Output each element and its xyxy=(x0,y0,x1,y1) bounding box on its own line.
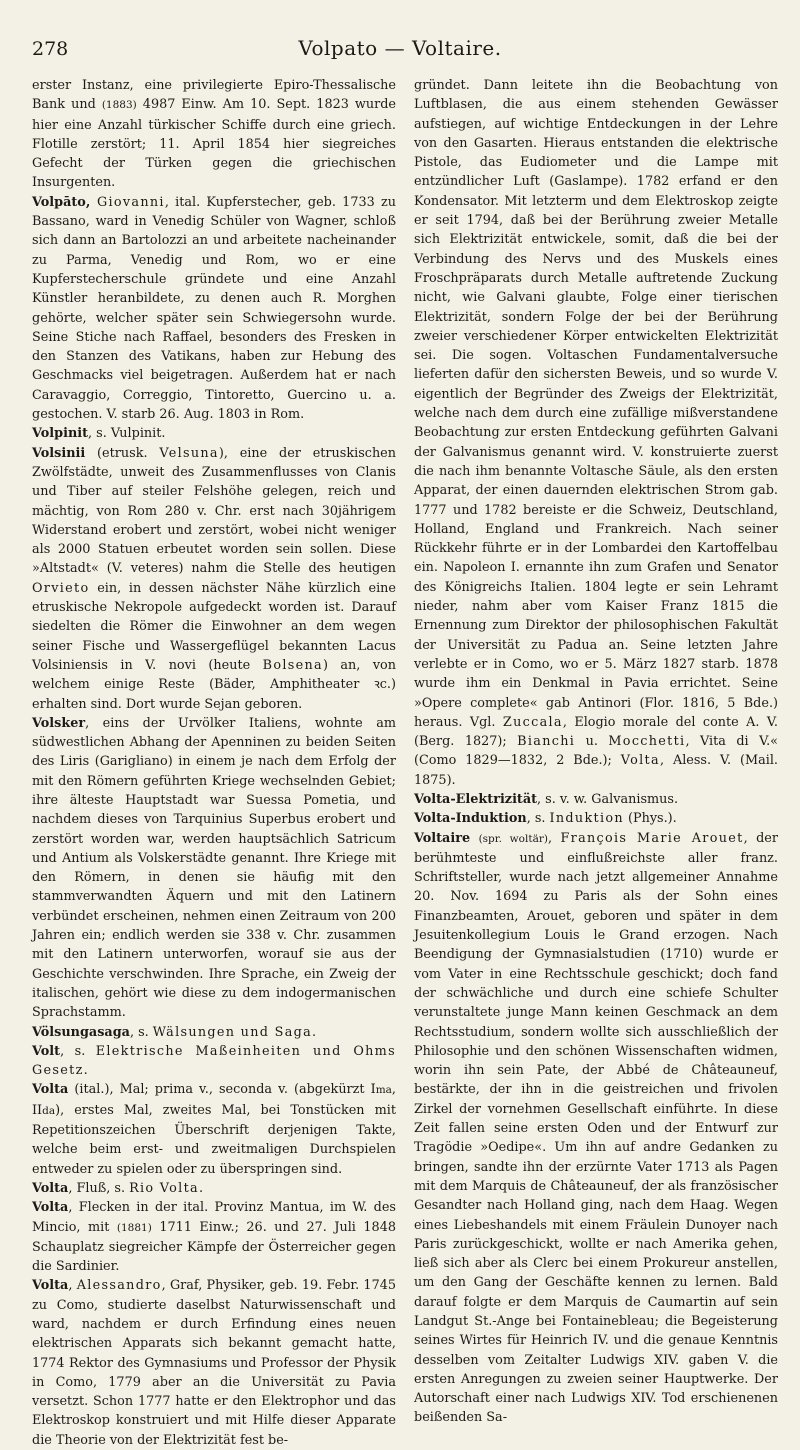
entry-text: . xyxy=(198,1180,204,1196)
entry-text: (1881) xyxy=(116,1221,152,1234)
entry-text: , s. xyxy=(60,1043,96,1059)
entry-text: (spr. woltär) xyxy=(478,832,548,845)
entry-text: u. xyxy=(575,734,609,750)
entry-headword: Volpāto, xyxy=(32,194,97,210)
entry-text: ), eine der etruskischen Zwölfstädte, unweit des Zusammenflusses von Clanis und Tiber auf steiler Felshöhe gelegen, reich und mächtig, von Rom 280 v. Chr. erst nach 30jährigem Widerstand erobert und zerstört, wobei nicht weniger als 2000 Statuen erbeutet worden sein sollen. Diese »Altstadt« (V. veteres) nahm die Stelle des heutigen xyxy=(32,445,396,577)
dictionary-entry xyxy=(32,76,396,193)
entry-text: ), erstes Mal, zweites Mal, bei Tonstücken mit Repetitionszeichen Überschrift derjenigen Takte, welche beim erst- und zweitmaligen Durchspielen entweder zu spielen oder zu überspringen sind. xyxy=(32,1102,396,1177)
dictionary-entry xyxy=(32,1042,396,1081)
entry-text: , s. xyxy=(129,1024,153,1040)
left-column xyxy=(32,76,397,1448)
entry-text: Mocchetti xyxy=(608,734,686,750)
entry-text: . xyxy=(83,1063,88,1079)
entry-text: Zuccala xyxy=(502,714,563,730)
entry-headword: Voltaire xyxy=(414,830,471,846)
dictionary-entry xyxy=(32,1080,396,1178)
page-header xyxy=(32,36,768,66)
entry-text: , II xyxy=(32,1082,396,1118)
entry-text: Alessandro xyxy=(76,1278,162,1294)
entry-text: gründet. Dann leitete ihn die Beobachtung von Luftblasen, die aus einem stehenden Gewässer aufstiegen, auf wichtige Entdeckungen in der Lehre von den Gasarten. Hieraus entstanden die elektrische Pistole, das Eudiometer und die Lampe mit entzündlicher Luft (Gaslampe). 1782 erfand er den Kondensator. Mit letzterm und dem Elektroskop zeigte er seit 1794, daß bei der Berührung zweier Metalle sich Elektrizität entwickele, somit, daß die bei der Verbindung des Nervs und des Muskels eines Froschpräparats durch Metalle auftretende Zuckung nicht, wie Galvani glaubte, Folge einer tierischen Elektrizität, sondern Folge der bei der Berührung zweier verschiedener Körper entwickelten Elektrizität sei. Die sogen. Voltaschen Fundamentalversuche lieferten dafür den sichersten Beweis, und so wurde V. eigentlich der Begründer des Zweigs der Elektrizität, welche nach dem durch eine zufällige mißverstandene Beobachtung zur ersten Entdeckung geführten Galvani der Galvanismus genannt wird. V. konstruierte zuerst die nach ihm benannte Voltasche Säule, als den ersten Apparat, der einen dauernden elektrischen Strom gab. 1777 und 1782 bereiste er die Schweiz, Deutschland, Holland, England und Frankreich. Nach seiner Rückkehr führte er in der Lombardei den Kartoffelbau ein. Napoleon I. ernannte ihn zum Grafen und Senator des Königreichs Italien. 1804 legte er sein Lehramt nieder, nahm aber vom Kaiser Franz 1815 die Ernennung zum Direktor der philosophischen Fakultät der Universität zu Padua an. Seine letzten Jahre verlebte er in Como, wo er 5. März 1827 starb. 1878 wurde ihm ein Denkmal in Pavia errichtet. Seine »Opere complete« gab Antinori (Flor. 1816, 5 Bde.) heraus. Vgl. xyxy=(414,78,778,730)
entry-text: ) an, von welchem einige Reste (Bäder, Amphitheater ꝛc.) erhalten sind. Dort wurde Sejan geboren. xyxy=(32,657,396,712)
entry-text: (Phys.). xyxy=(623,811,677,827)
entry-text: , s. Vulpinit. xyxy=(88,426,166,442)
entry-headword: Volta xyxy=(32,1082,69,1098)
dictionary-entry xyxy=(414,829,778,1428)
entry-text: ma xyxy=(375,1084,392,1097)
entry-text: Bolsena xyxy=(262,657,323,673)
entry-text: 4987 Einw. Am 10. Sept. 1823 wurde hier eine Anzahl türkischer Schiffe durch eine griech. Flotille zerstört; 11. April 1854 hier siegreiches Gefecht der Türken gegen die griechischen Insurgenten. xyxy=(32,97,396,191)
entry-text: Rio Volta xyxy=(129,1180,199,1196)
entry-text: , xyxy=(547,830,561,846)
entry-text: François Marie Arouet xyxy=(560,830,744,846)
right-column xyxy=(414,76,779,1426)
dictionary-entry xyxy=(32,1023,396,1042)
entry-text: (etrusk. xyxy=(85,445,160,461)
entry-text: , Aless. V. (Mail. 1875). xyxy=(414,753,778,788)
entry-headword: Volsinii xyxy=(32,445,86,461)
entry-text: Velsuna xyxy=(159,445,219,461)
text-columns xyxy=(32,76,779,1448)
entry-headword: Volta xyxy=(32,1278,69,1294)
entry-text: Orvieto xyxy=(32,580,90,596)
dictionary-entry xyxy=(414,76,778,790)
entry-headword: Volta xyxy=(32,1200,69,1216)
dictionary-entry xyxy=(32,1198,396,1276)
dictionary-entry xyxy=(32,714,396,1023)
entry-headword: Volsker xyxy=(32,715,86,731)
entry-text: , Graf, Physiker, geb. 19. Febr. 1745 zu Como, studierte daselbst Naturwissenschaft und ward, nachdem er durch Erfindung eines neuen elektrischen Apparats sich bekannt gemacht hatte, 1774 Rektor des Gymnasiums und Professor der Physik in Como, 1779 aber an die Universität zu Pavia versetzt. Schon 1777 hatte er den Elektrophor und das Elektroskop konstruiert und mit Hilfe dieser Apparate die Theorie von der Elektrizität fest be- xyxy=(32,1278,397,1448)
entry-text: 1711 Einw.; 26. und 27. Juli 1848 Schauplatz siegreicher Kämpfe der Österreicher gegen die Sardinier. xyxy=(32,1219,396,1275)
entry-text: (ital.), Mal; prima v., seconda v. (abgekürzt I xyxy=(68,1082,376,1098)
dictionary-entry xyxy=(32,444,396,714)
entry-headword: Völsungasaga xyxy=(32,1024,130,1040)
entry-headword: Volpinit xyxy=(32,426,89,442)
entry-headword: Volta-Induktion xyxy=(414,811,527,827)
entry-text: Wälsungen und Saga xyxy=(152,1024,313,1040)
entry-text: Elektrische Maßeinheiten und Ohms Gesetz xyxy=(32,1043,396,1079)
entry-headword: Volt xyxy=(32,1043,61,1059)
dictionary-entry xyxy=(32,1276,396,1450)
entry-text: , Elogio morale del conte A. V. (Berg. 1827); xyxy=(414,714,779,750)
dictionary-entry xyxy=(32,424,396,443)
entry-text: (1883) xyxy=(101,99,137,112)
entry-text: ein, in dessen nächster Nähe kürzlich eine etruskische Nekropole aufgedeckt worden ist. Darauf siedelten die Römer die Einwohner an dem wegen seiner Fische und Wassergeflügel bekannten Lacus Volsiniensis in V. novi (heute xyxy=(32,580,396,673)
entry-text: , der berühmteste und einflußreichste aller franz. Schriftsteller, wurde nach jetzt allgemeiner Annahme 20. Nov. 1694 zu Paris als der Sohn eines Finanzbeamten, Arouet, geboren und später in dem Jesuitenkollegium Louis le Grand erzogen. Nach Beendigung der Gymnasialstudien (1710) wurde er vom Vater in eine Rechtsschule geschickt; doch fand der schwächliche und durch eine schiefe Schulter verunstaltete junge Mann keinen Geschmack an dem Rechtsstudium, sondern wollte sich ausschließlich der Philosophie und den schönen Wissenschaften widmen, worin ihn sein Pate, der Abbé de Châteauneuf, bestärkte, der ihn in die geistreichen und frivolen Zirkel der vornehmen Gesellschaft einführte. In diese Zeit fallen seine ersten Oden und der Entwurf zur Tragödie »Oedipe«. Um ihn auf andre Gedanken zu bringen, sandte ihn der erzürnte Vater 1713 als Pagen mit dem Marquis de Châteauneuf, der als französischer Gesandter nach Holland ging, nach dem Haag. Wegen eines Liebeshandels mit einem Fräulein Dunoyer nach Paris zurückgeschickt, wollte er nach Amerika gehen, ließ sich aber als Clerc bei einem Prokureur anstellen, um den Gang der Geschäfte kennen zu lernen. Bald darauf folgte er dem Marquis de Caumartin auf sein Landgut St.-Ange bei Fontainebleau; die Begeisterung seines Wirtes für Heinrich IV. und die genaue Kenntnis desselben vom Zeitalter Ludwigs XIV. gaben V. die ersten Anregungen zu zweien seiner Hauptwerke. Der Autorschaft einer nach Ludwigs XIV. Tod erschienenen beißenden Sa- xyxy=(414,830,778,1426)
entry-text: , Flecken in der ital. Provinz Mantua, im W. des Mincio, mit xyxy=(32,1200,396,1235)
entry-text: Induktion xyxy=(549,811,624,827)
entry-text: Bianchi xyxy=(517,734,576,750)
dictionary-entry xyxy=(32,1179,396,1198)
entry-text: , Fluß, s. xyxy=(68,1180,130,1196)
entry-headword: Volta-Elektrizität xyxy=(414,791,538,807)
entry-text: , ital. Kupferstecher, geb. 1733 zu Bassano, ward in Venedig Schüler von Wagner, schloß sich dann an Bartolozzi an und arbeitete nacheinander zu Parma, Venedig und Rom, wo er eine Kupferstecherschule gründete und eine Anzahl Künstler heranbildete, zu denen auch R. Morghen gehörte, welcher später sein Schwiegersohn wurde. Seine Stiche nach Raffael, besonders des Fresken in den Stanzen des Vatikans, haben zur Hebung des Geschmacks viel beigetragen. Außerdem hat er nach Caravaggio, Correggio, Tintoretto, Guercino u. a. gestochen. V. starb 26. Aug. 1803 in Rom. xyxy=(32,194,396,423)
entry-text: , s. xyxy=(526,811,550,827)
page-number: 278 xyxy=(32,38,69,60)
entry-text xyxy=(470,831,478,846)
dictionary-entry xyxy=(414,809,778,828)
dictionary-entry xyxy=(32,193,396,425)
entry-text: , Vita di V.« (Como 1829—1832, 2 Bde.); xyxy=(414,734,778,769)
entry-text: , eins der Urvölker Italiens, wohnte am südwestlichen Abhang der Apenninen zu beiden Seiten des Liris (Garigliano) in einem je nach dem Erfolg der mit den Römern geführten Kriege wechselnden Gebiet; ihre älteste Hauptstadt war Suessa Pometia, und nachdem dieses von Tarquinius Superbus erobert und zerstört worden war, werden hauptsächlich Satricum und Antium als Volskerstädte genannt. Ihre Kriege mit den Römern, in denen sie häufig mit den stammverwandten Äquern und mit den Latinern verbündet erscheinen, nehmen einen Zeitraum von 200 Jahren ein; endlich werden sie 338 v. Chr. zusammen mit den Latinern unterworfen, worauf sie aus der Geschichte verschwinden. Ihre Sprache, ein Zweig der italischen, gehört wie diese zu dem indogermanischen Sprachstamm. xyxy=(32,715,396,1021)
entry-text: Volta xyxy=(620,753,660,769)
entry-text: erster Instanz, eine privilegierte Epiro-Thessalische Bank und xyxy=(32,78,396,113)
dictionary-entry xyxy=(414,790,778,809)
entry-text: Giovanni xyxy=(96,194,165,210)
entry-text: da xyxy=(42,1104,56,1117)
entry-text: . xyxy=(312,1024,317,1040)
entry-headword: Volta xyxy=(32,1180,69,1196)
entry-text: , s. v. w. Galvanismus. xyxy=(537,791,679,807)
running-title: Volpato — Voltaire. xyxy=(298,36,502,60)
entry-text: , xyxy=(68,1278,77,1294)
